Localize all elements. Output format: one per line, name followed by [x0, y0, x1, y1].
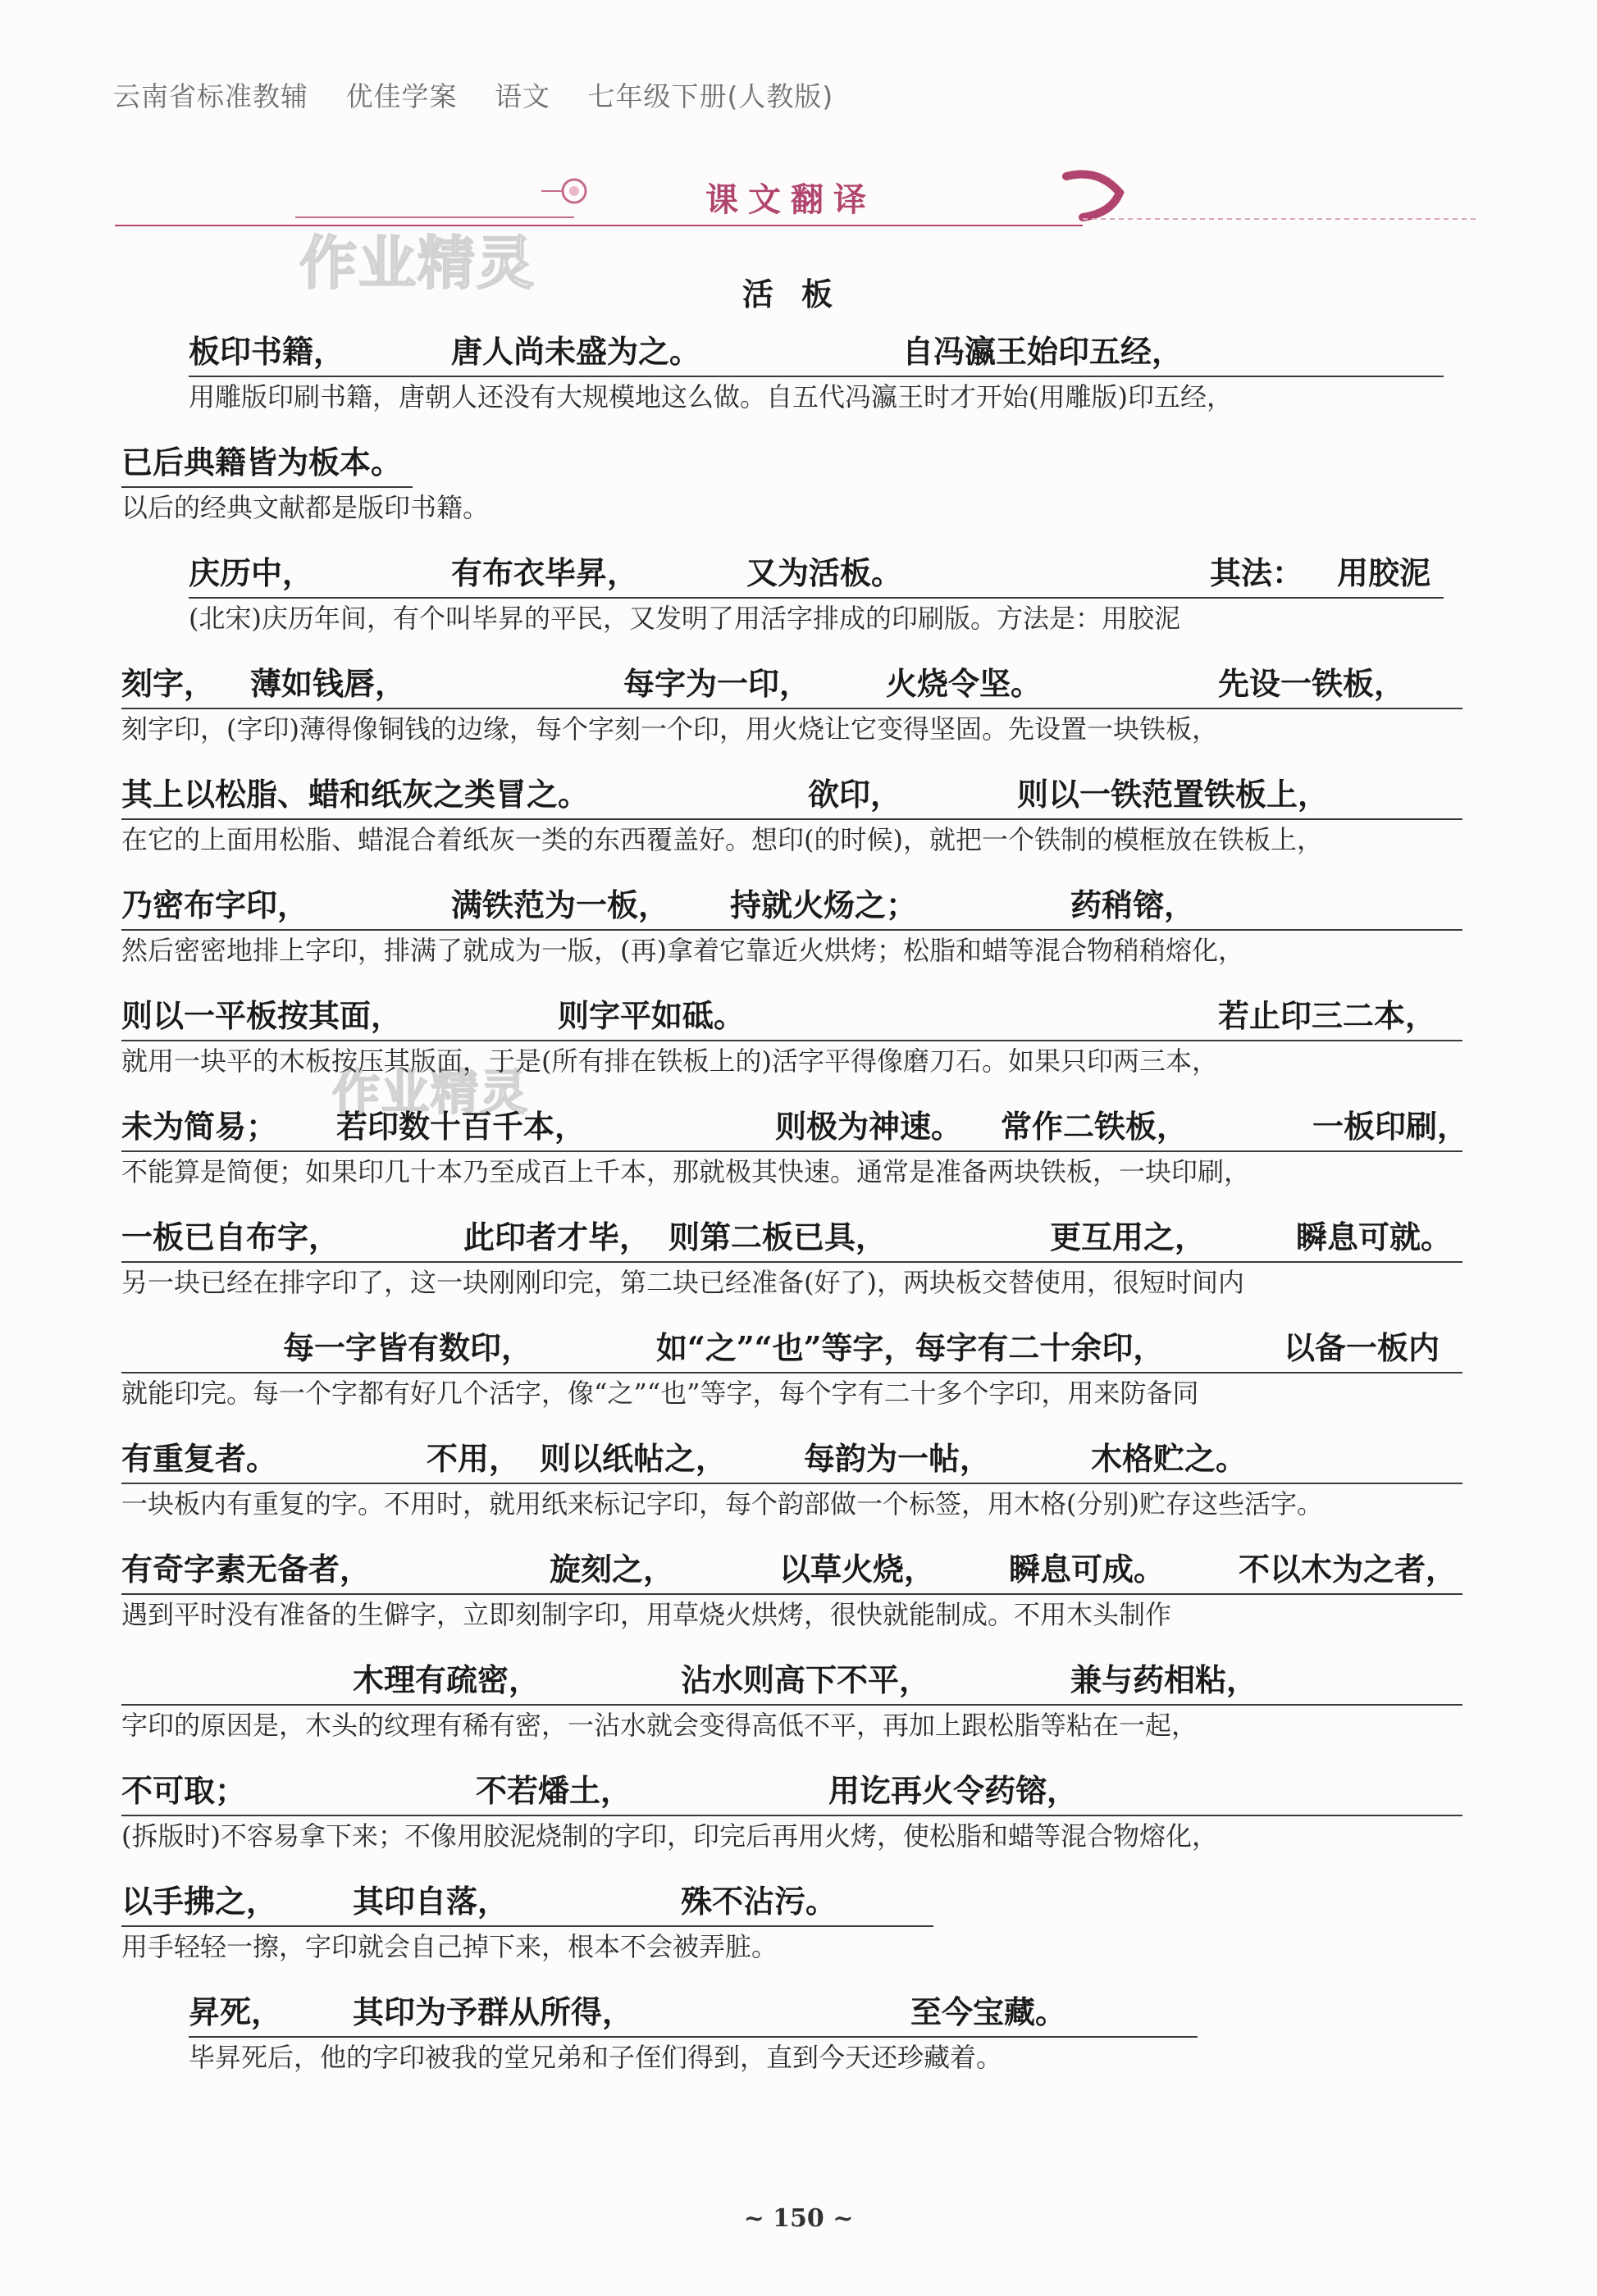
header-book: 优佳学案 — [345, 80, 458, 112]
original-phrase: 其上以松脂、蜡和纸灰之类冒之。 — [121, 776, 590, 813]
translation-line: 一块板内有重复的字。不用时，就用纸来标记字印，每个韵部做一个标签，用木格(分别)贮存这些活字。 — [121, 1483, 1462, 1517]
original-phrase: 以备一板内 — [1284, 1329, 1440, 1366]
original-phrase: 又为活板。 — [746, 554, 903, 591]
original-phrase: 欲印， — [808, 776, 902, 813]
original-phrase: 每韵为一帖， — [804, 1440, 992, 1477]
original-phrase: 有重复者。 — [121, 1440, 278, 1477]
original-phrase: 至今宝藏。 — [910, 1993, 1067, 2030]
original-phrase: 唐人尚未盛为之。 — [451, 333, 701, 370]
original-phrase: 则第二板已具， — [668, 1219, 887, 1255]
original-phrase: 有奇字素无备者， — [121, 1551, 372, 1588]
original-phrase: 一板已自布字， — [121, 1219, 340, 1255]
translation-line: 毕昇死后，他的字印被我的堂兄弟和子侄们得到，直到今天还珍藏着。 — [189, 2036, 1198, 2070]
original-phrase: 兼与药相粘， — [1070, 1661, 1258, 1698]
original-phrase: 更互用之， — [1050, 1219, 1207, 1255]
original-phrase: 其法： — [1210, 554, 1304, 591]
translation-line: 以后的经典文献都是版印书籍。 — [121, 486, 413, 521]
original-phrase: 每一字皆有数印， — [283, 1329, 533, 1366]
original-phrase: 用胶泥 — [1337, 554, 1431, 591]
original-phrase: 刻字， — [121, 665, 216, 702]
original-phrase: 薄如钱唇， — [250, 665, 407, 702]
watermark: 作业精灵 — [332, 1064, 530, 1120]
original-phrase: 庆历中， — [189, 554, 314, 591]
translation-line: 用手轻轻一擦，字印就会自己掉下来，根本不会被弄脏。 — [121, 1925, 933, 1960]
translation-line: 在它的上面用松脂、蜡混合着纸灰一类的东西覆盖好。想印(的时候)，就把一个铁制的模框放在铁板上， — [121, 818, 1462, 853]
original-phrase: 用讫再火令药镕， — [828, 1772, 1079, 1809]
original-phrase: 有布衣毕昇， — [451, 554, 639, 591]
translation-line: 刻字印，(字印)薄得像铜钱的边缘，每个字刻一个印，用火烧让它变得坚固。先设置一块铁板， — [121, 708, 1462, 742]
translation-line: 用雕版印刷书籍，唐朝人还没有大规模地这么做。自五代冯瀛王时才开始(用雕版)印五经， — [189, 376, 1444, 410]
original-phrase: 先设一铁板， — [1218, 665, 1406, 702]
translation-line: (拆版时)不容易拿下来；不像用胶泥烧制的字印，印完后再用火烤，使松脂和蜡等混合物熔化， — [121, 1815, 1462, 1849]
original-phrase: 则以一铁范置铁板上， — [1017, 776, 1330, 813]
original-phrase: 则字平如砥。 — [558, 997, 746, 1034]
original-phrase: 药稍镕， — [1070, 886, 1196, 923]
page-number: ~ 150 ~ — [743, 2204, 854, 2233]
translation-line: (北宋)庆历年间，有个叫毕昇的平民，又发明了用活字排成的印刷版。方法是：用胶泥 — [189, 597, 1444, 631]
original-phrase: 不用， — [427, 1440, 521, 1477]
original-phrase: 乃密布字印， — [121, 886, 309, 923]
original-phrase: 则以纸帖之， — [540, 1440, 728, 1477]
translation-line: 遇到平时没有准备的生僻字，立即刻制字印，用草烧火烘烤，很快就能制成。不用木头制作 — [121, 1593, 1462, 1628]
original-phrase: 每字为一印， — [623, 665, 811, 702]
header-subject: 语文 — [495, 80, 550, 112]
original-phrase: 瞬息可就。 — [1296, 1219, 1453, 1255]
header-series: 云南省标准教辅 — [113, 80, 308, 112]
translation-line: 就用一块平的木板按压其版面，于是(所有排在铁板上的)活字平得像磨刀石。如果只印两三本， — [121, 1040, 1462, 1074]
original-phrase: 若止印三二本， — [1218, 997, 1437, 1034]
section-title: 课文翻译 — [705, 180, 876, 219]
translation-line: 就能印完。每一个字都有好几个活字，像“之”“也”等字，每个字有二十多个字印，用来防备同 — [121, 1372, 1462, 1406]
original-phrase: 不以木为之者， — [1239, 1551, 1458, 1588]
essay-title: 活板 — [742, 276, 861, 312]
translation-line: 另一块已经在排字印了，这一块刚刚印完，第二块已经准备(好了)，两块板交替使用，很短时间内 — [121, 1261, 1462, 1296]
original-phrase: 殊不沾污。 — [681, 1883, 837, 1920]
original-phrase: 则以一平板按其面， — [121, 997, 403, 1034]
original-phrase: 一板印刷， — [1312, 1108, 1469, 1145]
original-phrase: 昇死， — [189, 1993, 283, 2030]
header-grade: 七年级下册(人教版) — [587, 80, 834, 112]
original-phrase: 已后典籍皆为板本。 — [121, 444, 403, 481]
original-phrase: 此印者才毕， — [463, 1219, 651, 1255]
original-phrase: 未为简易； — [121, 1108, 278, 1145]
original-phrase: 瞬息可成。 — [1009, 1551, 1166, 1588]
original-phrase: 以草火烧， — [779, 1551, 936, 1588]
original-phrase: 沾水则高下不平， — [681, 1661, 931, 1698]
translation-line: 字印的原因是，木头的纹理有稀有密，一沾水就会变得高低不平，再加上跟松脂等粘在一起， — [121, 1704, 1462, 1738]
original-phrase: 不若燔土， — [476, 1772, 632, 1809]
original-phrase: 满铁范为一板， — [451, 886, 670, 923]
translation-line: 不能算是简便；如果印几十本乃至成百上千本，那就极其快速。通常是准备两块铁板，一块印刷， — [121, 1150, 1462, 1185]
translation-line: 然后密密地排上字印，排满了就成为一版，(再)拿着它靠近火烘烤；松脂和蜡等混合物稍稍熔化， — [121, 929, 1462, 963]
original-phrase: 火烧令坚。 — [886, 665, 1043, 702]
original-phrase: 常作二铁板， — [1001, 1108, 1189, 1145]
original-phrase: 其印为予群从所得， — [353, 1993, 634, 2030]
original-phrase: 以手拂之， — [121, 1883, 278, 1920]
original-phrase: 则极为神速。 — [775, 1108, 963, 1145]
original-phrase: 若印数十百千本， — [336, 1108, 586, 1145]
original-phrase: 其印自落， — [353, 1883, 509, 1920]
original-phrase: 木格贮之。 — [1091, 1440, 1248, 1477]
original-phrase: 木理有疏密， — [353, 1661, 541, 1698]
watermark: 作业精灵 — [299, 230, 536, 297]
original-phrase: 自冯瀛王始印五经， — [902, 333, 1184, 370]
original-phrase: 如“之”“也”等字，每字有二十余印， — [656, 1329, 1165, 1366]
original-phrase: 持就火炀之； — [730, 886, 918, 923]
original-phrase: 板印书籍， — [189, 333, 345, 370]
original-phrase: 不可取； — [121, 1772, 247, 1809]
original-phrase: 旋刻之， — [550, 1551, 675, 1588]
